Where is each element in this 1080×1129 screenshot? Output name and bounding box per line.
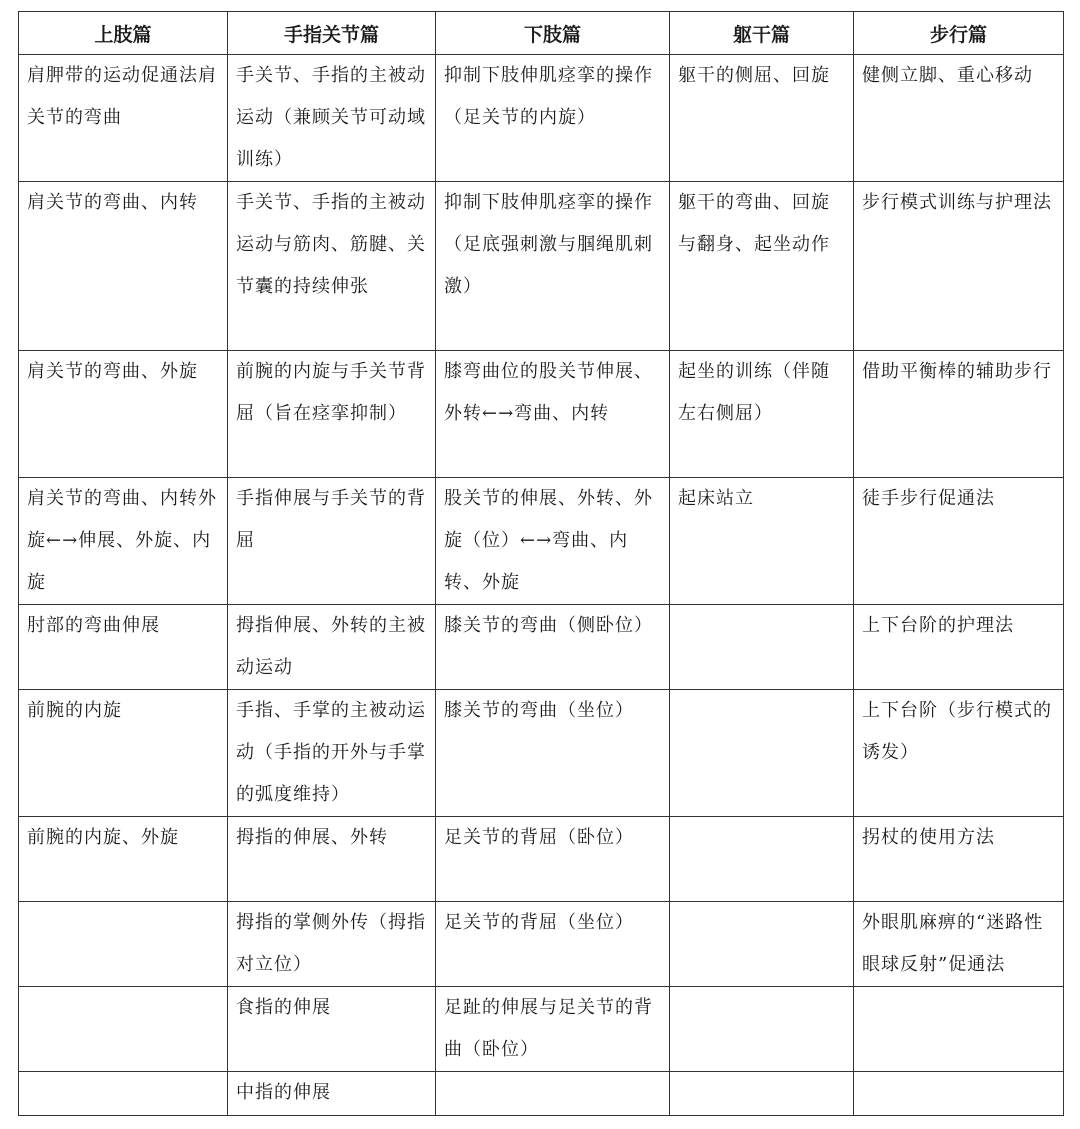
table-cell xyxy=(670,690,854,817)
table-cell: 抑制下肢伸肌痉挛的操作（足底强刺激与腘绳肌刺激） xyxy=(436,182,670,351)
table-cell: 躯干的侧屈、回旋 xyxy=(670,55,854,182)
table-row xyxy=(19,902,1064,987)
table-cell xyxy=(19,987,228,1072)
rehab-training-table xyxy=(18,11,1064,1116)
table-cell xyxy=(854,1072,1064,1116)
table-row xyxy=(19,55,1064,182)
table-cell xyxy=(670,902,854,987)
table-cell: 步行模式训练与护理法 xyxy=(854,182,1064,351)
table-cell: 膝关节的弯曲（坐位） xyxy=(436,690,670,817)
table-cell: 手指、手掌的主被动运动（手指的开外与手掌的弧度维持） xyxy=(228,690,436,817)
table-cell: 股关节的伸展、外转、外旋（位）←→弯曲、内转、外旋 xyxy=(436,478,670,605)
table-cell: 肩关节的弯曲、内转外旋←→伸展、外旋、内旋 xyxy=(19,478,228,605)
table-cell: 肩关节的弯曲、内转 xyxy=(19,182,228,351)
table-cell xyxy=(670,1072,854,1116)
table-cell: 手关节、手指的主被动运动与筋肉、筋腱、关节囊的持续伸张 xyxy=(228,182,436,351)
table-cell: 拐杖的使用方法 xyxy=(854,817,1064,902)
table-cell: 拇指伸展、外转的主被动运动 xyxy=(228,605,436,690)
header-trunk: 躯干篇 xyxy=(670,12,854,55)
table-cell xyxy=(19,1072,228,1116)
table-row xyxy=(19,1072,1064,1116)
table-row xyxy=(19,817,1064,902)
table-cell: 中指的伸展 xyxy=(228,1072,436,1116)
table-cell: 肘部的弯曲伸展 xyxy=(19,605,228,690)
table-row xyxy=(19,690,1064,817)
header-lower-limb: 下肢篇 xyxy=(436,12,670,55)
table-cell: 拇指的掌侧外传（拇指对立位） xyxy=(228,902,436,987)
table-cell: 肩胛带的运动促通法肩关节的弯曲 xyxy=(19,55,228,182)
table-cell: 拇指的伸展、外转 xyxy=(228,817,436,902)
table-cell xyxy=(670,605,854,690)
table-cell xyxy=(436,1072,670,1116)
table-cell: 抑制下肢伸肌痉挛的操作（足关节的内旋） xyxy=(436,55,670,182)
table-cell: 手指伸展与手关节的背屈 xyxy=(228,478,436,605)
table-row xyxy=(19,987,1064,1072)
header-row xyxy=(19,12,1064,55)
table-cell: 足趾的伸展与足关节的背曲（卧位） xyxy=(436,987,670,1072)
table-cell: 借助平衡棒的辅助步行 xyxy=(854,351,1064,478)
table-cell: 上下台阶（步行模式的诱发） xyxy=(854,690,1064,817)
table-cell: 外眼肌麻痹的“迷路性眼球反射”促通法 xyxy=(854,902,1064,987)
header-walking: 步行篇 xyxy=(854,12,1064,55)
table-cell: 食指的伸展 xyxy=(228,987,436,1072)
table-cell: 膝关节的弯曲（侧卧位） xyxy=(436,605,670,690)
table-row xyxy=(19,351,1064,478)
table-cell: 足关节的背屈（卧位） xyxy=(436,817,670,902)
table-cell xyxy=(670,817,854,902)
table-cell: 膝弯曲位的股关节伸展、外转←→弯曲、内转 xyxy=(436,351,670,478)
table-cell: 起床站立 xyxy=(670,478,854,605)
table-cell xyxy=(854,987,1064,1072)
table-cell: 足关节的背屈（坐位） xyxy=(436,902,670,987)
table-cell: 起坐的训练（伴随左右侧屈） xyxy=(670,351,854,478)
table-row xyxy=(19,182,1064,351)
table-cell: 肩关节的弯曲、外旋 xyxy=(19,351,228,478)
table-cell: 躯干的弯曲、回旋与翻身、起坐动作 xyxy=(670,182,854,351)
table-cell: 健侧立脚、重心移动 xyxy=(854,55,1064,182)
table-cell: 前腕的内旋与手关节背屈（旨在痉挛抑制） xyxy=(228,351,436,478)
table-cell: 徒手步行促通法 xyxy=(854,478,1064,605)
table-row xyxy=(19,605,1064,690)
table-cell: 前腕的内旋 xyxy=(19,690,228,817)
table-cell xyxy=(670,987,854,1072)
header-finger-joint: 手指关节篇 xyxy=(228,12,436,55)
table-cell: 手关节、手指的主被动运动（兼顾关节可动域训练） xyxy=(228,55,436,182)
header-upper-limb: 上肢篇 xyxy=(19,12,228,55)
table-cell xyxy=(19,902,228,987)
table-row xyxy=(19,478,1064,605)
table-cell: 上下台阶的护理法 xyxy=(854,605,1064,690)
table-cell: 前腕的内旋、外旋 xyxy=(19,817,228,902)
